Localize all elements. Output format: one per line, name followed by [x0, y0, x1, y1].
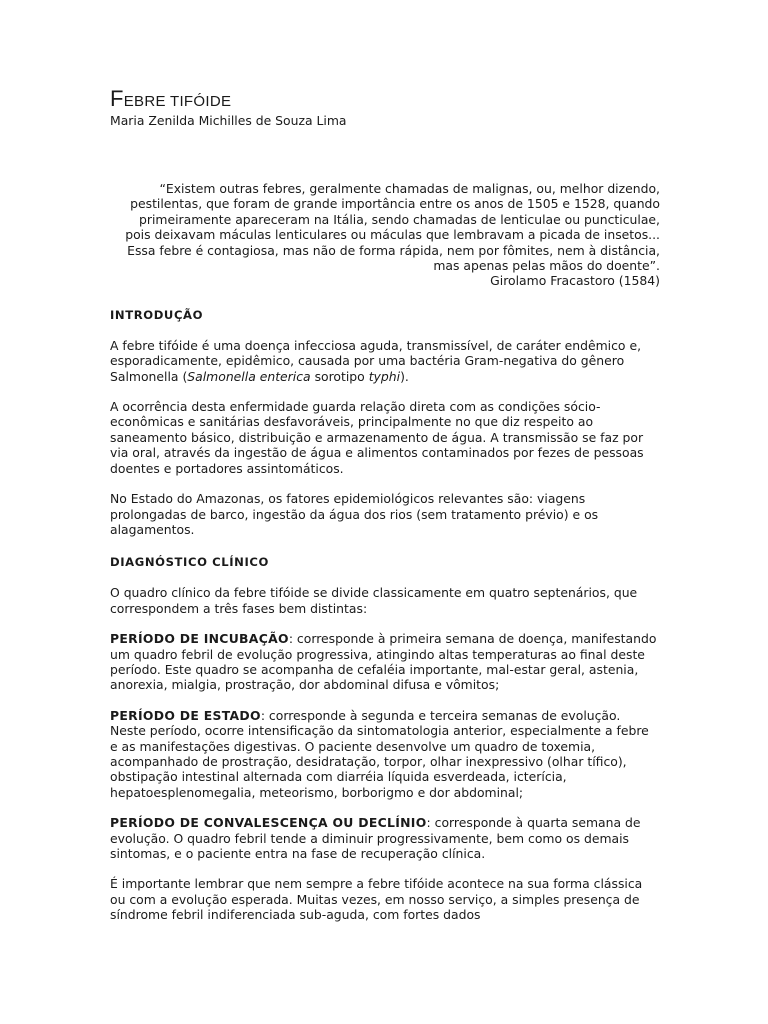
- intro-paragraph-2: A ocorrência desta enfermidade guarda relação direta com as condições sócio-econômicas e sanitárias desfavoráveis, principalmente no que diz respeito ao saneamento básico, distribuição e armazenamento de água. A transmissão se faz por via oral, através da ingestão de água e alimentos contaminados por fezes de pessoas doentes e portadores assintomáticos.: [110, 399, 644, 476]
- incubation-text: : corresponde à primeira semana de doença, manifestando um quadro febril de evolução progressiva, atingindo altas temperaturas ao final deste período. Este quadro se acompanha de cefaléia importante, mal-estar geral, astenia, anorexia, mialgia, prostração, dor abdominal difusa e vômitos;: [110, 631, 657, 693]
- intro-paragraph-3: No Estado do Amazonas, os fatores epidemiológicos relevantes são: viagens prolongadas de barco, ingestão da água dos rios (sem tratamento prévio) e os alagamentos.: [110, 491, 599, 537]
- section-heading-diagnostico: DIAGNÓSTICO CLÍNICO: [110, 555, 269, 570]
- convalescence-label: PERÍODO DE CONVALESCENÇA OU DECLÍNIO: [110, 815, 427, 831]
- convalescence-text: : corresponde à quarta semana de evolução. O quadro febril tende a diminuir progressivamente, bem como os demais sintomas, e o paciente entra na fase de recuperação clínica.: [110, 815, 641, 861]
- convalescence-paragraph: [110, 815, 660, 861]
- title-initial: F: [110, 86, 124, 111]
- intro-p1-text-a: A febre tifóide é uma doença infecciosa aguda, transmissível, de caráter endêmico e, esporadicamente, epidêmico, causada por uma bactéria Gram-negativa do gênero Salmonella (: [110, 337, 642, 384]
- diag-paragraph-1: O quadro clínico da febre tifóide se divide classicamente em quatro septenários, que correspondem a três fases bem distintas:: [110, 585, 638, 616]
- document-page: [110, 88, 660, 923]
- intro-p1-text-b: sorotipo: [310, 368, 369, 384]
- document-title: [110, 88, 660, 113]
- intro-paragraph-1: [110, 338, 660, 384]
- epigraph-attribution: Girolamo Fracastoro (1584): [490, 273, 660, 289]
- state-text: : corresponde à segunda e terceira semanas de evolução. Neste período, ocorre intensificação da sintomatologia anterior, especialmente a febre e as manifestações digestivas. O paciente desenvolve um quadro de toxemia, acompanhado de prostração, desidratação, torpor, olhar inexpressivo (olhar tífico), obstipação intestinal alternada com diarréia líquida esverdeada, icterícia, hepatoesplenomegalia, meteorismo, borborigmo e dor abdominal;: [110, 707, 649, 800]
- epigraph-text: “Existem outras febres, geralmente chamadas de malignas, ou, melhor dizendo, pestilentas, que foram de grande importância entre os anos de 1505 e 1528, quando primeiramente apareceram na Itália, sendo chamadas de lenticulae ou puncticulae, pois deixavam máculas lenticulares ou máculas que lembravam a picada de insetos... Essa febre é contagiosa, mas não de forma rápida, nem por fômites, nem à distância, mas apenas pelas mãos do doente”.: [125, 181, 660, 274]
- incubation-label: PERÍODO DE INCUBAÇÃO: [110, 631, 289, 647]
- final-paragraph: É importante lembrar que nem sempre a febre tifóide acontece na sua forma clássica ou com a evolução esperada. Muitas vezes, em nosso serviço, a simples presença de síndrome febril indiferenciada sub-aguda, com fortes dados: [110, 876, 643, 923]
- incubation-paragraph: [110, 631, 660, 693]
- serotype-name: typhi: [368, 368, 401, 384]
- species-name: Salmonella enterica: [187, 368, 311, 384]
- section-heading-introducao: INTRODUÇÃO: [110, 307, 204, 322]
- epigraph: [110, 181, 660, 289]
- title-rest: EBRE TIFÓIDE: [123, 93, 232, 110]
- state-label: PERÍODO DE ESTADO: [110, 707, 261, 723]
- state-paragraph: [110, 708, 660, 800]
- intro-p1-text-c: ).: [400, 368, 409, 384]
- author-name: Maria Zenilda Michilles de Souza Lima: [110, 113, 347, 128]
